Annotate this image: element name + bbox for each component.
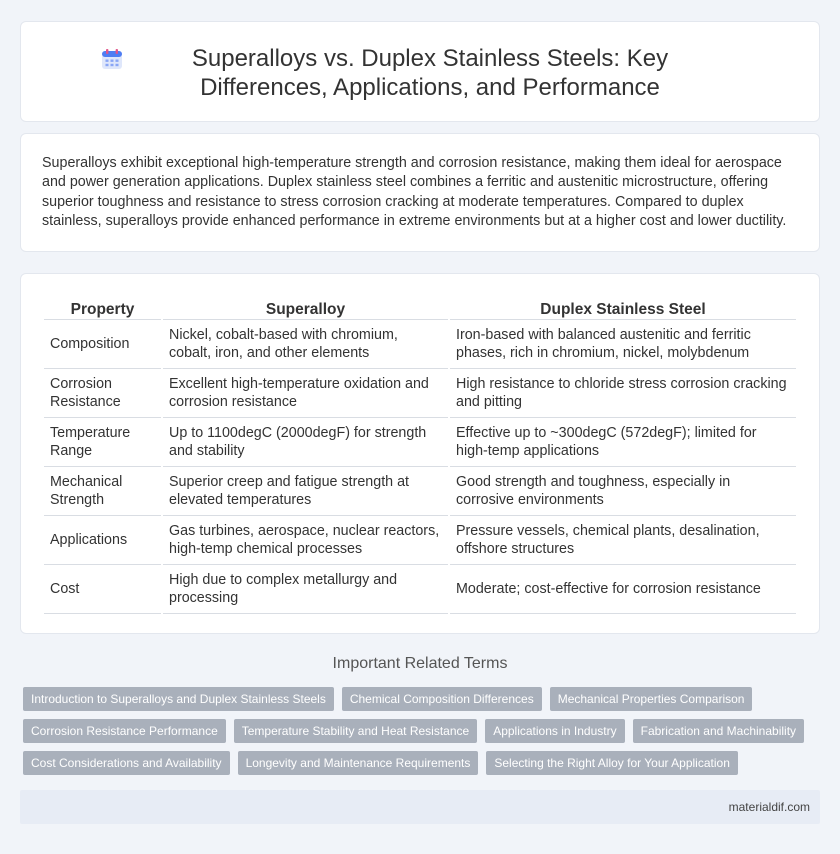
- page-title: Superalloys vs. Duplex Stainless Steels: Key Differences, Applications, and Performance: [191, 45, 669, 101]
- comparison-table: [42, 296, 798, 614]
- related-term-tag[interactable]: Fabrication and Machinability: [633, 719, 804, 743]
- table-row: [44, 369, 796, 418]
- column-header-superalloy: Superalloy: [163, 296, 448, 320]
- footer-site-link[interactable]: materialdif.com: [728, 800, 810, 814]
- intro-paragraph: Superalloys exhibit exceptional high-temperature strength and corrosion resistance, making them ideal for aerospace and power generation applications. Duplex stainless steel combines a ferritic and austenitic microstructure, offering superior toughness and resistance to stress corrosion cracking at moderate temperatures. Compared to duplex stainless, superalloys provide enhanced performance in extreme environments but at a higher cost and lower ductility.: [42, 155, 787, 230]
- table-row: [44, 418, 796, 467]
- superalloy-cell: Excellent high-temperature oxidation and corrosion resistance: [163, 369, 448, 418]
- table-row: [44, 320, 796, 369]
- property-cell: Applications: [44, 516, 161, 565]
- related-term-tag[interactable]: Mechanical Properties Comparison: [550, 687, 753, 711]
- superalloy-cell: Nickel, cobalt-based with chromium, cobalt, iron, and other elements: [163, 320, 448, 369]
- duplex-cell: Good strength and toughness, especially in corrosive environments: [450, 467, 796, 516]
- superalloy-cell: Gas turbines, aerospace, nuclear reactors, high-temp chemical processes: [163, 516, 448, 565]
- duplex-cell: High resistance to chloride stress corrosion cracking and pitting: [450, 369, 796, 418]
- header-card: [20, 21, 820, 122]
- related-term-tag[interactable]: Applications in Industry: [485, 719, 624, 743]
- table-row: [44, 565, 796, 614]
- property-cell: Composition: [44, 320, 161, 369]
- property-cell: Cost: [44, 565, 161, 614]
- related-term-tag[interactable]: Corrosion Resistance Performance: [23, 719, 226, 743]
- related-term-tag[interactable]: Longevity and Maintenance Requirements: [238, 751, 479, 775]
- related-term-tag[interactable]: Cost Considerations and Availability: [23, 751, 230, 775]
- duplex-cell: Effective up to ~300degC (572degF); limited for high-temp applications: [450, 418, 796, 467]
- related-term-tag[interactable]: Temperature Stability and Heat Resistance: [234, 719, 477, 743]
- related-terms-title: Important Related Terms: [332, 655, 508, 672]
- duplex-cell: Iron-based with balanced austenitic and ferritic phases, rich in chromium, nickel, molybdenum: [450, 320, 796, 369]
- superalloy-cell: Up to 1100degC (2000degF) for strength and stability: [163, 418, 448, 467]
- related-term-tag[interactable]: Chemical Composition Differences: [342, 687, 542, 711]
- duplex-cell: Pressure vessels, chemical plants, desalination, offshore structures: [450, 516, 796, 565]
- related-term-tag[interactable]: Selecting the Right Alloy for Your Application: [486, 751, 738, 775]
- table-header-row: [44, 296, 796, 320]
- duplex-cell: Moderate; cost-effective for corrosion resistance: [450, 565, 796, 614]
- related-terms-list: [23, 687, 813, 783]
- property-cell: Mechanical Strength: [44, 467, 161, 516]
- tag-row: [23, 719, 813, 743]
- tag-row: [23, 751, 813, 775]
- property-cell: Temperature Range: [44, 418, 161, 467]
- tag-row: [23, 687, 813, 711]
- related-term-tag[interactable]: Introduction to Superalloys and Duplex Stainless Steels: [23, 687, 334, 711]
- comparison-card: [20, 273, 820, 634]
- table-row: [44, 467, 796, 516]
- superalloy-cell: Superior creep and fatigue strength at elevated temperatures: [163, 467, 448, 516]
- footer-bar: [20, 790, 820, 824]
- intro-card: [20, 133, 820, 252]
- table-row: [44, 516, 796, 565]
- superalloy-cell: High due to complex metallurgy and processing: [163, 565, 448, 614]
- column-header-property: Property: [44, 296, 161, 320]
- column-header-duplex: Duplex Stainless Steel: [450, 296, 796, 320]
- property-cell: Corrosion Resistance: [44, 369, 161, 418]
